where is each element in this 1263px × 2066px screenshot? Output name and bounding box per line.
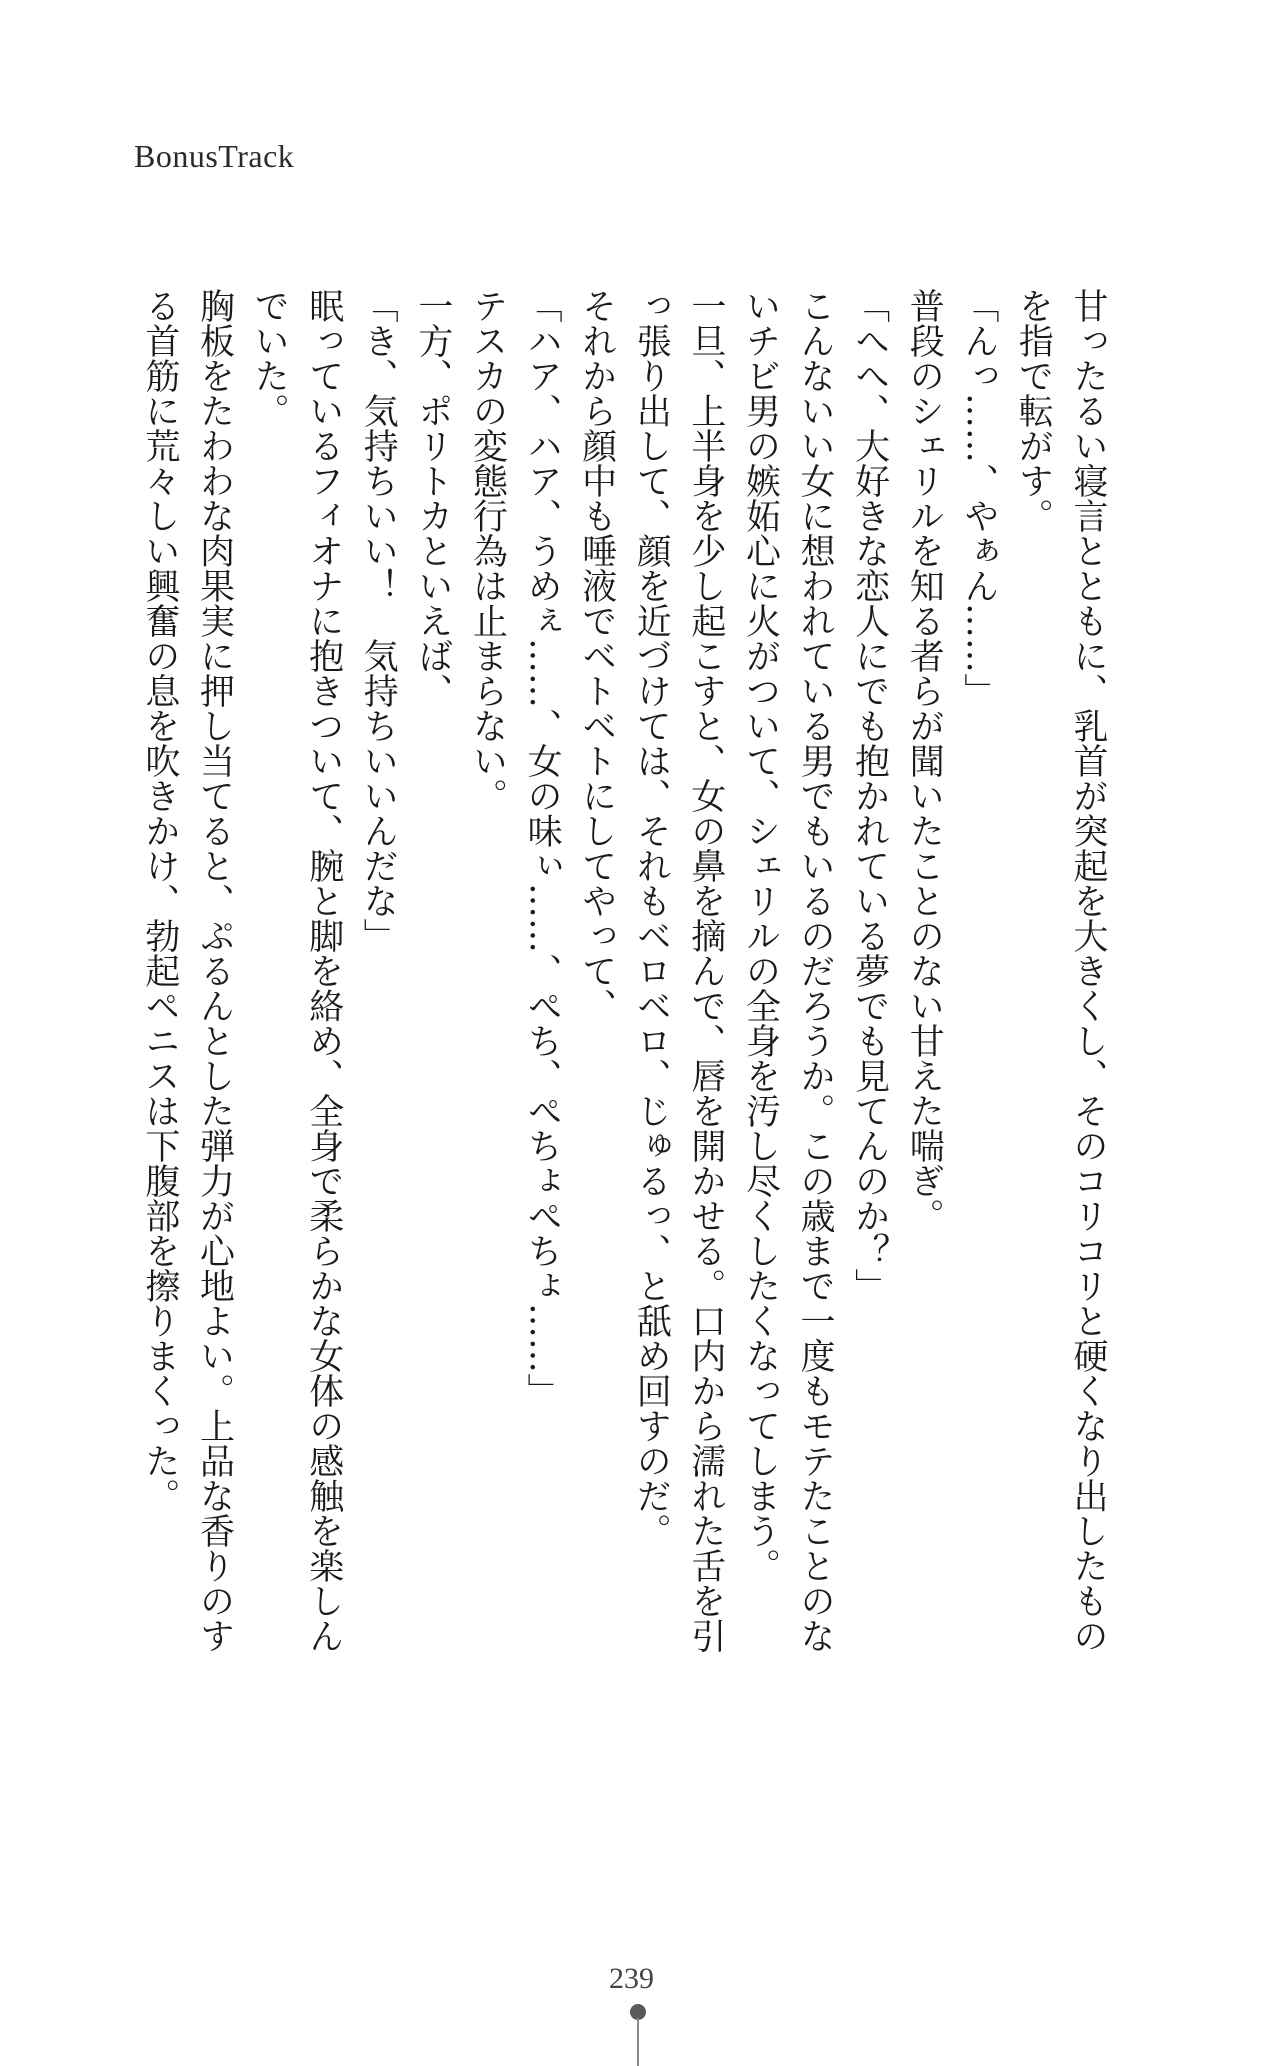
text-line: いチビ男の嫉妬心に火がついて、シェリルの全身を汚し尽くしたくなってしまう。 [740,288,781,1583]
text-line: こんないい女に想われている男でもいるのだろうか。この歳まで一度もモテたことのな [795,288,836,1653]
text-line: を指で転がす。 [1013,288,1054,533]
text-line: 一方、ポリトカといえば、 [412,288,453,708]
text-line: 一旦、上半身を少し起こすと、女の鼻を摘んで、唇を開かせる。口内から濡れた舌を引 [685,288,726,1653]
running-head-title: BonusTrack [134,138,295,174]
page-marker-rule [637,2018,639,2066]
text-line: テスカの変態行為は止まらない。 [467,288,508,813]
text-line: 普段のシェリルを知る者らが聞いたことのない甘えた喘ぎ。 [904,288,945,1233]
text-line: 眠っているフィオナに抱きついて、腕と脚を絡め、全身で柔らかな女体の感触を楽しん [303,288,344,1653]
text-line: 胸板をたわわな肉果実に押し当てると、ぷるんとした弾力が心地よい。上品な香りのす [194,288,235,1653]
page-number: 239 [609,1962,654,1995]
text-line: でいた。 [249,288,290,428]
text-line: それから顔中も唾液でベトベトにしてやって、 [576,288,617,1023]
text-line: っ張り出して、顔を近づけては、それもベロベロ、じゅるっ、と舐め回すのだ。 [631,288,672,1548]
text-line: る首筋に荒々しい興奮の息を吹きかけ、勃起ペニスは下腹部を擦りまくった。 [139,288,180,1513]
text-line: 「ハア、ハア、うめぇ……、女の味ぃ……、ぺち、ぺちょぺちょ……」 [522,288,563,1408]
text-line: 甘ったるい寝言とともに、乳首が突起を大きくし、そのコリコリと硬くなり出したもの [1068,288,1108,1653]
text-line: 「き、気持ちいい！ 気持ちいいんだな」 [358,288,399,953]
vertical-body-text [132,288,1115,1668]
text-line: 「んっ……、やぁん……」 [958,288,999,708]
text-line: 「へへ、大好きな恋人にでも抱かれている夢でも見てんのか？」 [849,288,890,1303]
